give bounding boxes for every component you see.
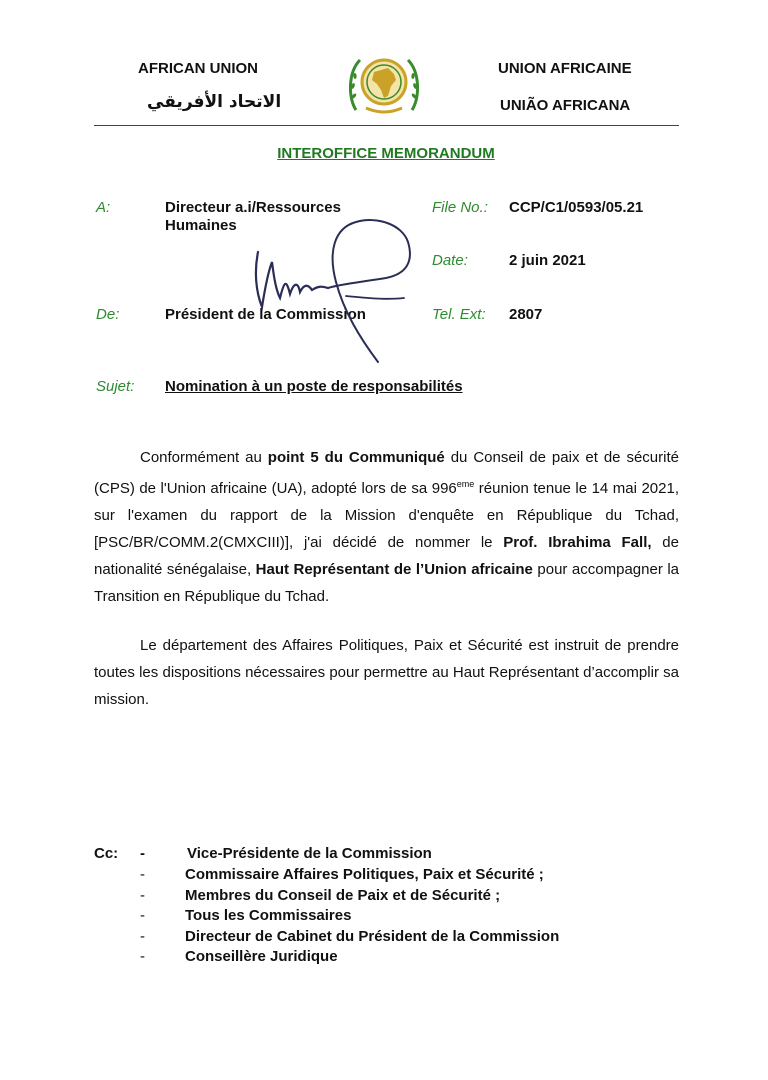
cc-bullet: - (140, 948, 145, 965)
subject-label: Sujet: (96, 378, 135, 395)
body-paragraph-2: Le département des Affaires Politiques, Paix et Sécurité est instruit de prendre toutes les dispositions nécessaires pour permettre au Haut Représentant d’accomplir sa mission. (94, 637, 679, 708)
subject-value: Nomination à un poste de responsabilités (165, 378, 463, 395)
from-value: Président de la Commission (165, 306, 366, 323)
cc-bullet: - (140, 887, 145, 904)
cc-bullet: - (140, 907, 145, 924)
signature-icon (236, 212, 426, 370)
cc-item: Directeur de Cabinet du Président de la Commission (185, 928, 560, 945)
file-number: CCP/C1/0593/05.21 (509, 199, 644, 216)
memo-title: INTEROFFICE MEMORANDUM (277, 145, 495, 162)
date-label: Date: (432, 252, 468, 269)
cc-label: Cc: (94, 845, 119, 862)
org-name-fr: UNION AFRICAINE (498, 60, 632, 77)
cc-item: Vice-Présidente de la Commission (187, 845, 432, 862)
cc-item: Conseillère Juridique (185, 948, 338, 965)
date-value: 2 juin 2021 (509, 252, 586, 269)
org-name-en: AFRICAN UNION (138, 60, 258, 77)
cc-bullet: - (140, 845, 145, 862)
from-label: De: (96, 306, 120, 323)
header-divider (94, 125, 679, 126)
cc-item: Membres du Conseil de Paix et de Sécurité ; (185, 887, 501, 904)
org-name-pt: UNIÃO AFRICANA (500, 97, 631, 114)
file-label: File No.: (432, 199, 488, 216)
cc-item: Commissaire Affaires Politiques, Paix et Sécurité ; (185, 866, 544, 883)
to-value: Directeur a.i/Ressources Humaines (165, 199, 341, 234)
body-paragraph-1: Conformément au point 5 du Communiqué du Conseil de paix et de sécurité (CPS) de l'Union africaine (UA), adopté lors de sa 996eme réunion tenue le 14 mai 2021, sur l'examen du rapport de la Mission d'enquête en République du Tchad, [PSC/BR/COMM.2(CMXCIII)], j'ai décidé de nommer le Prof. Ibrahima Fall, de nationalité sénégalaise, Haut Représentant de l’Union africaine pour accompagner la Transition en République du Tchad. (94, 449, 679, 605)
org-name-ar: الاتحاد الأفريقي (147, 92, 282, 112)
african-union-emblem-icon (344, 50, 424, 118)
tel-label: Tel. Ext: (432, 306, 486, 323)
cc-bullet: - (140, 928, 145, 945)
to-label: A: (96, 199, 111, 216)
cc-bullet: - (140, 866, 145, 883)
tel-ext-value: 2807 (509, 306, 543, 323)
cc-item: Tous les Commissaires (185, 907, 352, 924)
